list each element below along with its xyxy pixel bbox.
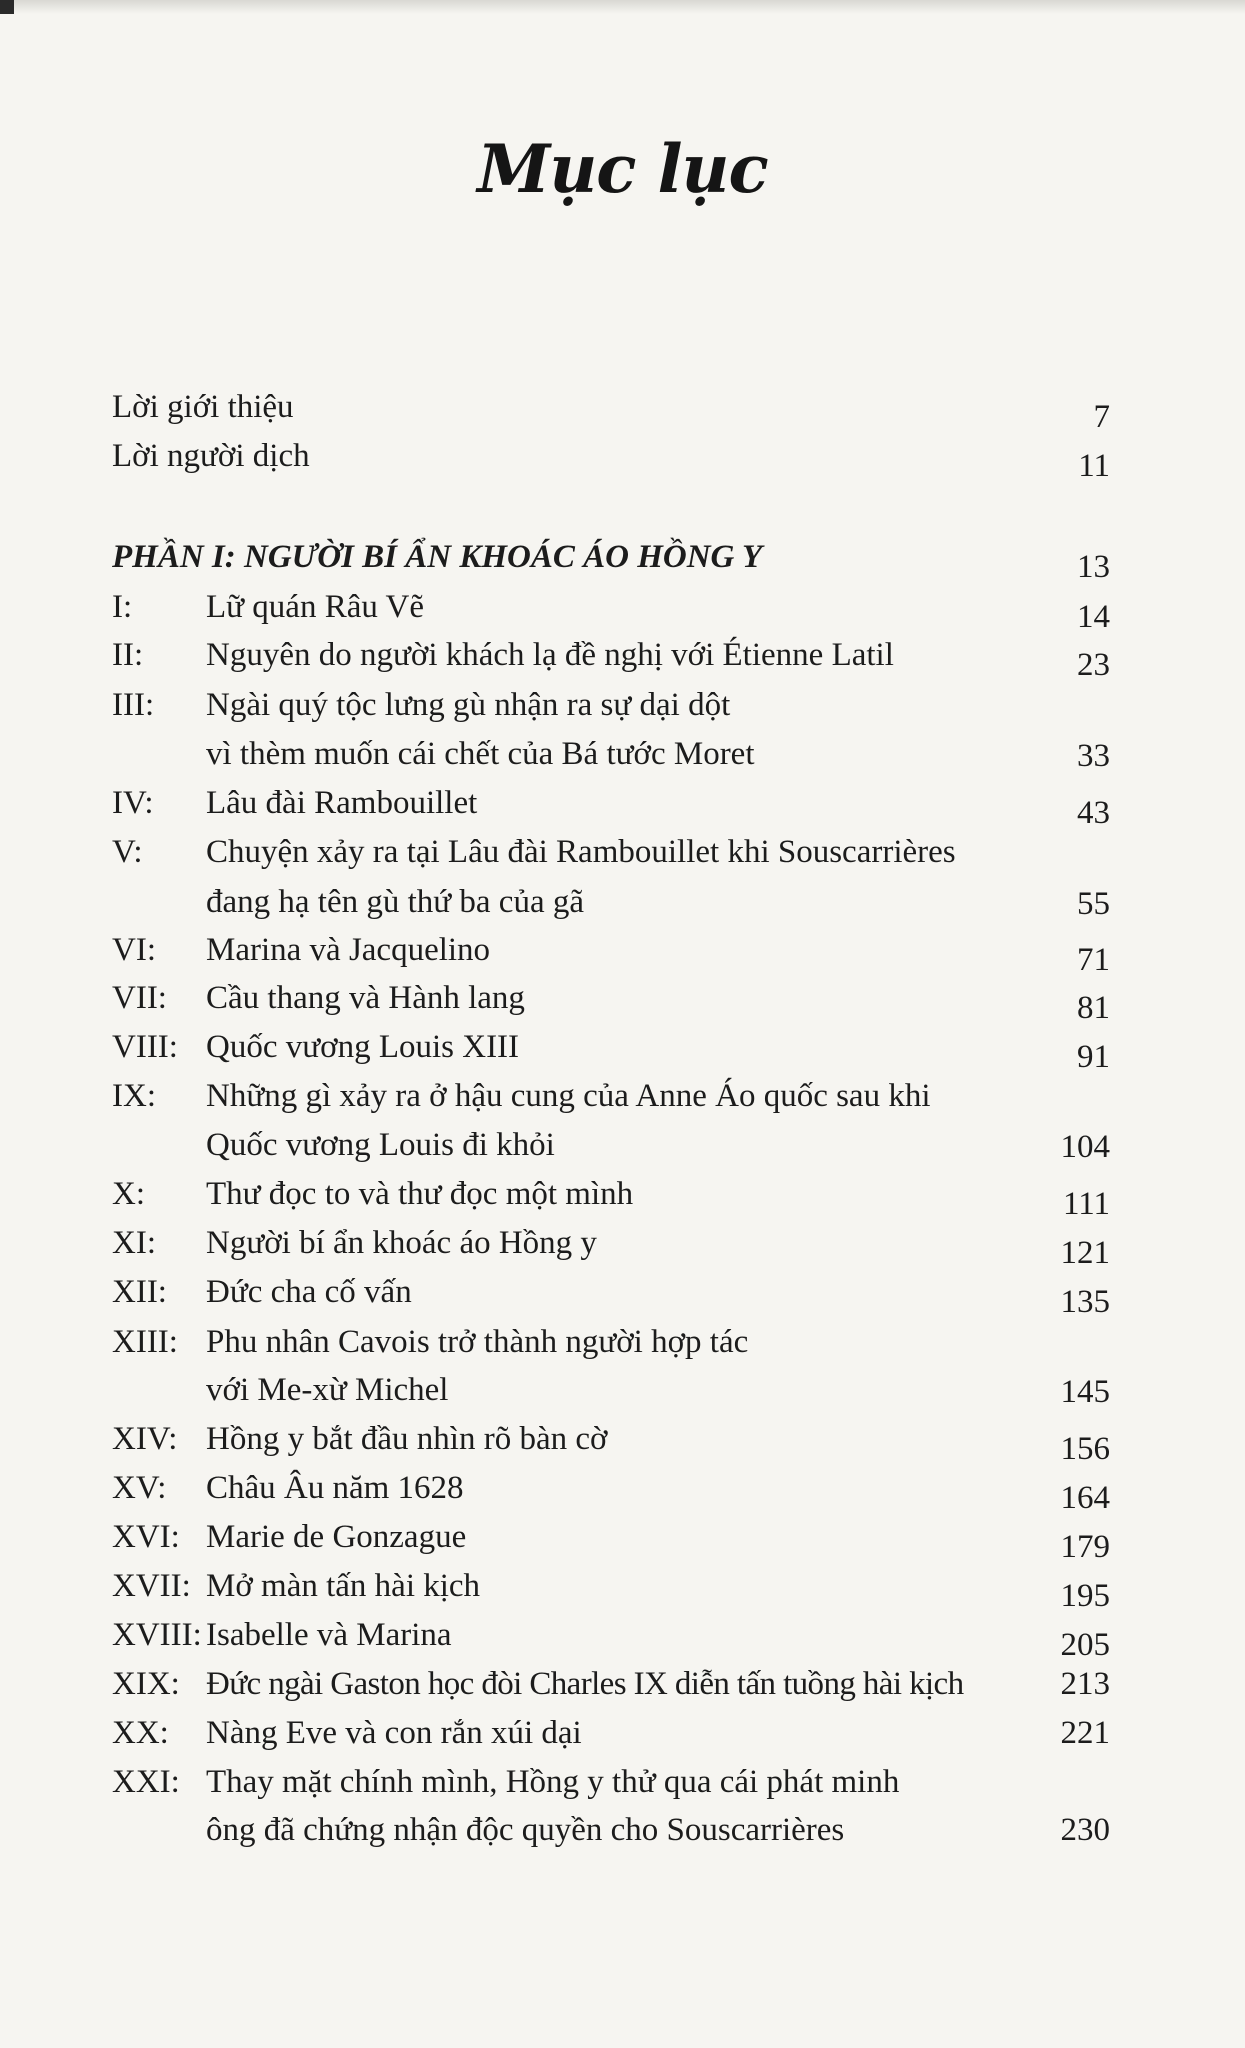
toc-chapter-5 <box>112 830 1110 874</box>
toc-chapter-19 <box>112 1662 1110 1706</box>
entry-page: 7 <box>1093 399 1110 435</box>
chapter-title-continued: vì thèm muốn cái chết của Bá tước Moret <box>206 736 755 772</box>
entry-page: 91 <box>1077 1039 1110 1075</box>
chapter-number: XII: <box>112 1274 167 1310</box>
toc-chapter-7 <box>112 976 1110 1026</box>
chapter-number: IX: <box>112 1078 156 1114</box>
chapter-title: Lâu đài Rambouillet <box>206 785 478 821</box>
chapter-title: Ngài quý tộc lưng gù nhận ra sự dại dột <box>206 687 731 723</box>
entry-page: 213 <box>1060 1666 1110 1702</box>
toc-chapter-1 <box>112 585 1110 635</box>
chapter-number: XIX: <box>112 1666 180 1702</box>
entry-page: 230 <box>1060 1812 1110 1848</box>
chapter-number: IV: <box>112 785 154 821</box>
entry-page: 221 <box>1060 1715 1110 1751</box>
chapter-title: Người bí ẩn khoác áo Hồng y <box>206 1225 597 1261</box>
entry-page: 179 <box>1060 1529 1110 1565</box>
chapter-title: Những gì xảy ra ở hậu cung của Anne Áo quốc sau khi <box>206 1078 931 1114</box>
chapter-title: Lữ quán Râu Vẽ <box>206 589 424 625</box>
toc-part-heading <box>112 535 1110 585</box>
toc-chapter-8 <box>112 1025 1110 1075</box>
toc-chapter-2 <box>112 633 1110 683</box>
toc-chapter-3 <box>112 683 1110 727</box>
entry-page: 14 <box>1077 599 1110 635</box>
entry-page: 55 <box>1077 886 1110 922</box>
toc-chapter-20 <box>112 1711 1110 1755</box>
toc-chapter-21 <box>112 1760 1110 1804</box>
toc-chapter-15 <box>112 1466 1110 1516</box>
toc-entry-front-2 <box>112 434 1110 484</box>
chapter-number: X: <box>112 1176 145 1212</box>
toc-chapter-13-continued <box>112 1368 1110 1412</box>
chapter-title: Thư đọc to và thư đọc một mình <box>206 1176 634 1212</box>
chapter-title: Marie de Gonzague <box>206 1519 467 1555</box>
entry-page: 43 <box>1077 795 1110 831</box>
toc-chapter-3-continued <box>112 732 1110 776</box>
chapter-title: Cầu thang và Hành lang <box>206 980 525 1016</box>
chapter-number: I: <box>112 589 133 625</box>
chapter-number: XVII: <box>112 1568 191 1604</box>
toc-chapter-9 <box>112 1074 1110 1118</box>
chapter-title-continued: ông đã chứng nhận độc quyền cho Souscarrières <box>206 1812 845 1848</box>
toc-entry-front-1 <box>112 385 1110 435</box>
toc-chapter-14 <box>112 1417 1110 1467</box>
toc-chapter-4 <box>112 781 1110 831</box>
entry-page: 11 <box>1078 448 1110 484</box>
chapter-number: VII: <box>112 980 167 1016</box>
toc-chapter-16 <box>112 1515 1110 1565</box>
entry-page: 205 <box>1060 1627 1110 1663</box>
entry-page: 135 <box>1060 1284 1110 1320</box>
chapter-number: XV: <box>112 1470 167 1506</box>
toc-chapter-18 <box>112 1613 1110 1663</box>
entry-page: 23 <box>1077 647 1110 683</box>
entry-page: 156 <box>1060 1431 1110 1467</box>
chapter-title: Quốc vương Louis XIII <box>206 1029 520 1065</box>
chapter-number: VIII: <box>112 1029 178 1065</box>
entry-page: 81 <box>1077 990 1110 1026</box>
chapter-title: Chuyện xảy ra tại Lâu đài Rambouillet khi Souscarrières <box>206 834 956 870</box>
chapter-number: III: <box>112 687 155 723</box>
toc-chapter-12 <box>112 1270 1110 1320</box>
chapter-number: XVIII: <box>112 1617 202 1653</box>
toc-chapter-21-continued <box>112 1808 1110 1852</box>
chapter-title: Phu nhân Cavois trở thành người hợp tác <box>206 1324 749 1360</box>
chapter-title-continued: đang hạ tên gù thứ ba của gã <box>206 884 585 920</box>
chapter-title: Châu Âu năm 1628 <box>206 1470 464 1506</box>
chapter-title: Isabelle và Marina <box>206 1617 452 1653</box>
chapter-title: Thay mặt chính mình, Hồng y thử qua cái phát minh <box>206 1764 900 1800</box>
entry-page: 145 <box>1060 1374 1110 1410</box>
toc-chapter-10 <box>112 1172 1110 1222</box>
entry-page: 104 <box>1060 1129 1110 1165</box>
entry-page: 71 <box>1077 942 1110 978</box>
chapter-title: Đức ngài Gaston học đòi Charles IX diễn tấn tuồng hài kịch <box>206 1666 964 1702</box>
chapter-number: V: <box>112 834 143 870</box>
chapter-number: XX: <box>112 1715 169 1751</box>
chapter-number: XXI: <box>112 1764 180 1800</box>
chapter-number: XIII: <box>112 1324 178 1360</box>
entry-page: 13 <box>1077 549 1110 585</box>
entry-title: Lời người dịch <box>112 438 310 474</box>
entry-page: 164 <box>1060 1480 1110 1516</box>
toc-chapter-5-continued <box>112 880 1110 924</box>
chapter-number: XIV: <box>112 1421 178 1457</box>
chapter-number: VI: <box>112 932 156 968</box>
chapter-title: Nàng Eve và con rắn xúi dại <box>206 1715 582 1751</box>
entry-page: 195 <box>1060 1578 1110 1614</box>
toc-chapter-11 <box>112 1221 1110 1271</box>
chapter-number: II: <box>112 637 144 673</box>
toc-chapter-17 <box>112 1564 1110 1614</box>
toc-chapter-9-continued <box>112 1123 1110 1167</box>
chapter-number: XVI: <box>112 1519 180 1555</box>
chapter-title: Hồng y bắt đầu nhìn rõ bàn cờ <box>206 1421 608 1457</box>
toc-chapter-6 <box>112 928 1110 978</box>
entry-page: 33 <box>1077 738 1110 774</box>
entry-page: 121 <box>1060 1235 1110 1271</box>
toc-chapter-13 <box>112 1320 1110 1364</box>
entry-page: 111 <box>1062 1186 1110 1222</box>
entry-title: Lời giới thiệu <box>112 389 294 425</box>
chapter-title: Mở màn tấn hài kịch <box>206 1568 481 1604</box>
chapter-title-continued: với Me-xừ Michel <box>206 1372 449 1408</box>
chapter-title: Marina và Jacquelino <box>206 932 491 968</box>
chapter-title: Nguyên do người khách lạ đề nghị với Étienne Latil <box>206 637 894 673</box>
part-title: PHẦN I: NGƯỜI BÍ ẨN KHOÁC ÁO HỒNG Y <box>112 539 763 575</box>
chapter-number: XI: <box>112 1225 156 1261</box>
chapter-title: Đức cha cố vấn <box>206 1274 412 1310</box>
chapter-title-continued: Quốc vương Louis đi khỏi <box>206 1127 555 1163</box>
page-title: Mục lục <box>477 130 768 208</box>
